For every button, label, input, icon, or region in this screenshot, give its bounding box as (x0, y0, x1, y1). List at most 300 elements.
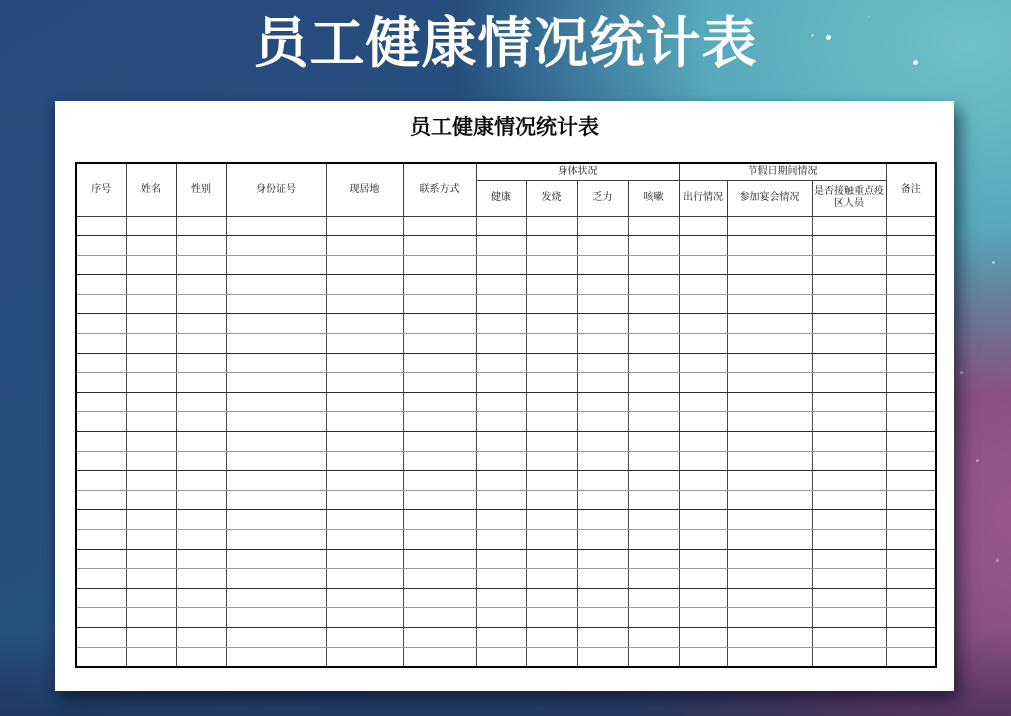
table-cell (476, 334, 526, 354)
table-cell (577, 627, 628, 647)
table-cell (628, 412, 679, 432)
table-cell (812, 471, 886, 491)
table-cell (76, 608, 126, 628)
table-cell (679, 588, 727, 608)
table-cell (403, 373, 476, 393)
table-cell (577, 608, 628, 628)
table-cell (76, 432, 126, 452)
column-header-healthy: 健康 (476, 180, 526, 216)
table-cell (403, 294, 476, 314)
table-cell (628, 432, 679, 452)
table-cell (326, 392, 403, 412)
table-cell (628, 588, 679, 608)
table-cell (577, 216, 628, 236)
table-cell (526, 412, 577, 432)
table-cell (176, 334, 226, 354)
table-cell (476, 412, 526, 432)
table-row (76, 549, 936, 569)
table-cell (886, 608, 936, 628)
table-cell (76, 353, 126, 373)
table-cell (126, 569, 176, 589)
table-cell (403, 236, 476, 256)
table-cell (727, 334, 812, 354)
table-cell (679, 490, 727, 510)
table-cell (176, 236, 226, 256)
table-cell (76, 510, 126, 530)
table-row (76, 314, 936, 334)
table-cell (326, 236, 403, 256)
table-cell (727, 216, 812, 236)
table-cell (679, 530, 727, 550)
table-cell (886, 432, 936, 452)
header-group-row (76, 163, 936, 180)
table-cell (326, 255, 403, 275)
table-cell (176, 275, 226, 295)
table-cell (326, 334, 403, 354)
table-cell (326, 294, 403, 314)
table-cell (476, 255, 526, 275)
table-cell (886, 353, 936, 373)
table-cell (126, 255, 176, 275)
table-cell (628, 647, 679, 667)
table-cell (727, 451, 812, 471)
table-cell (476, 510, 526, 530)
table-cell (176, 314, 226, 334)
table-cell (176, 373, 226, 393)
table-cell (812, 490, 886, 510)
table-cell (403, 275, 476, 295)
table-cell (812, 392, 886, 412)
table-cell (886, 530, 936, 550)
table-cell (476, 275, 526, 295)
table-cell (126, 490, 176, 510)
table-cell (628, 392, 679, 412)
table-cell (886, 549, 936, 569)
table-cell (76, 627, 126, 647)
table-cell (226, 294, 326, 314)
table-cell (577, 451, 628, 471)
table-row (76, 608, 936, 628)
table-cell (577, 255, 628, 275)
table-cell (577, 334, 628, 354)
table-cell (126, 392, 176, 412)
table-cell (226, 510, 326, 530)
table-cell (886, 569, 936, 589)
health-table (75, 162, 937, 668)
table-cell (679, 392, 727, 412)
table-cell (126, 236, 176, 256)
table-cell (76, 412, 126, 432)
table-cell (679, 334, 727, 354)
table-cell (577, 236, 628, 256)
table-cell (403, 392, 476, 412)
table-cell (326, 627, 403, 647)
table-cell (577, 647, 628, 667)
table-cell (126, 451, 176, 471)
table-cell (577, 471, 628, 491)
table-cell (176, 353, 226, 373)
table-cell (679, 549, 727, 569)
table-cell (628, 627, 679, 647)
column-header-cough: 咳嗽 (628, 180, 679, 216)
table-cell (76, 451, 126, 471)
table-cell (403, 334, 476, 354)
table-cell (526, 490, 577, 510)
table-cell (812, 412, 886, 432)
table-cell (403, 412, 476, 432)
column-header-serial-number: 序号 (76, 163, 126, 216)
table-row (76, 294, 936, 314)
table-cell (727, 530, 812, 550)
table-cell (628, 275, 679, 295)
table-cell (727, 608, 812, 628)
table-cell (326, 490, 403, 510)
table-cell (812, 432, 886, 452)
table-cell (326, 353, 403, 373)
table-cell (126, 432, 176, 452)
table-cell (76, 216, 126, 236)
table-cell (126, 314, 176, 334)
table-cell (577, 314, 628, 334)
table-cell (886, 490, 936, 510)
table-cell (628, 569, 679, 589)
table-cell (403, 530, 476, 550)
table-cell (403, 627, 476, 647)
table-row (76, 530, 936, 550)
table-cell (126, 608, 176, 628)
table-cell (226, 530, 326, 550)
table-cell (727, 549, 812, 569)
table-cell (679, 510, 727, 530)
table-cell (628, 334, 679, 354)
table-cell (679, 314, 727, 334)
table-cell (886, 451, 936, 471)
table-cell (628, 353, 679, 373)
table-cell (727, 510, 812, 530)
table-cell (126, 334, 176, 354)
table-cell (476, 530, 526, 550)
table-cell (326, 510, 403, 530)
table-cell (326, 647, 403, 667)
table-cell (628, 549, 679, 569)
table-cell (526, 255, 577, 275)
table-cell (577, 569, 628, 589)
star-decoration (992, 261, 995, 264)
table-cell (526, 275, 577, 295)
table-cell (476, 236, 526, 256)
table-cell (326, 216, 403, 236)
table-cell (628, 255, 679, 275)
table-cell (326, 530, 403, 550)
table-cell (526, 294, 577, 314)
table-cell (886, 627, 936, 647)
table-row (76, 627, 936, 647)
table-row (76, 334, 936, 354)
table-cell (526, 647, 577, 667)
table-cell (176, 392, 226, 412)
column-header-fatigue: 乏力 (577, 180, 628, 216)
table-cell (126, 588, 176, 608)
column-header-contact: 联系方式 (403, 163, 476, 216)
table-row (76, 451, 936, 471)
table-cell (126, 530, 176, 550)
table-cell (403, 588, 476, 608)
table-cell (886, 255, 936, 275)
table-cell (476, 392, 526, 412)
table-cell (226, 216, 326, 236)
table-cell (126, 294, 176, 314)
table-row (76, 373, 936, 393)
table-cell (577, 392, 628, 412)
table-cell (526, 627, 577, 647)
table-cell (628, 314, 679, 334)
table-cell (126, 627, 176, 647)
table-cell (679, 569, 727, 589)
table-row (76, 510, 936, 530)
column-header-epidemic-contact: 是否接触重点疫区人员 (812, 180, 886, 216)
table-cell (812, 549, 886, 569)
table-cell (76, 236, 126, 256)
table-cell (76, 647, 126, 667)
table-row (76, 275, 936, 295)
table-cell (76, 275, 126, 295)
table-cell (76, 530, 126, 550)
table-cell (679, 627, 727, 647)
table-row (76, 647, 936, 667)
table-cell (76, 294, 126, 314)
table-cell (886, 392, 936, 412)
table-cell (403, 471, 476, 491)
table-cell (577, 294, 628, 314)
table-cell (812, 255, 886, 275)
table-cell (226, 432, 326, 452)
table-cell (628, 490, 679, 510)
table-cell (176, 530, 226, 550)
table-cell (886, 510, 936, 530)
table-cell (403, 255, 476, 275)
table-cell (812, 373, 886, 393)
table-cell (226, 353, 326, 373)
table-cell (812, 530, 886, 550)
table-cell (476, 569, 526, 589)
table-cell (886, 334, 936, 354)
table-cell (226, 451, 326, 471)
table-cell (403, 353, 476, 373)
table-cell (403, 569, 476, 589)
table-cell (577, 373, 628, 393)
table-cell (727, 627, 812, 647)
table-cell (526, 451, 577, 471)
star-decoration (960, 371, 963, 374)
table-cell (226, 236, 326, 256)
table-cell (403, 451, 476, 471)
table-cell (628, 373, 679, 393)
table-cell (476, 373, 526, 393)
table-cell (226, 627, 326, 647)
table-cell (476, 432, 526, 452)
table-cell (628, 510, 679, 530)
table-cell (727, 275, 812, 295)
table-cell (628, 451, 679, 471)
table-cell (727, 432, 812, 452)
table-row (76, 392, 936, 412)
table-cell (403, 490, 476, 510)
table-cell (727, 490, 812, 510)
table-cell (679, 275, 727, 295)
table-cell (226, 647, 326, 667)
table-cell (476, 216, 526, 236)
table-cell (727, 236, 812, 256)
table-cell (886, 275, 936, 295)
table-cell (628, 216, 679, 236)
table-cell (403, 608, 476, 628)
table-cell (226, 255, 326, 275)
table-cell (577, 412, 628, 432)
column-header-travel-status: 出行情况 (679, 180, 727, 216)
table-cell (176, 255, 226, 275)
table-cell (76, 314, 126, 334)
table-cell (403, 432, 476, 452)
table-row (76, 588, 936, 608)
group-header-physical-condition: 身体状况 (476, 163, 679, 180)
table-cell (126, 510, 176, 530)
table-cell (476, 294, 526, 314)
table-cell (727, 294, 812, 314)
table-cell (76, 334, 126, 354)
table-cell (526, 373, 577, 393)
table-cell (526, 236, 577, 256)
table-cell (577, 549, 628, 569)
group-header-holiday-period: 节假日期间情况 (679, 163, 886, 180)
table-cell (727, 314, 812, 334)
table-cell (226, 549, 326, 569)
table-cell (577, 510, 628, 530)
table-cell (577, 275, 628, 295)
table-cell (812, 627, 886, 647)
table-cell (126, 471, 176, 491)
table-cell (226, 588, 326, 608)
table-cell (526, 510, 577, 530)
table-cell (176, 432, 226, 452)
table-cell (476, 471, 526, 491)
table-cell (812, 451, 886, 471)
table-cell (476, 353, 526, 373)
table-cell (326, 549, 403, 569)
table-cell (679, 294, 727, 314)
table-row (76, 471, 936, 491)
star-decoration (996, 559, 999, 562)
table-cell (226, 392, 326, 412)
table-cell (679, 608, 727, 628)
table-cell (526, 334, 577, 354)
table-cell (126, 647, 176, 667)
table-cell (577, 530, 628, 550)
table-cell (403, 314, 476, 334)
table-cell (679, 255, 727, 275)
table-cell (526, 392, 577, 412)
table-cell (403, 510, 476, 530)
table-cell (226, 569, 326, 589)
table-cell (526, 530, 577, 550)
table-cell (176, 627, 226, 647)
table-cell (326, 373, 403, 393)
table-cell (812, 647, 886, 667)
table-cell (628, 236, 679, 256)
table-cell (628, 294, 679, 314)
table-cell (886, 236, 936, 256)
table-row (76, 353, 936, 373)
table-cell (526, 608, 577, 628)
star-decoration (976, 459, 979, 462)
table-cell (76, 392, 126, 412)
table-cell (76, 569, 126, 589)
table-cell (176, 588, 226, 608)
table-cell (886, 471, 936, 491)
table-cell (176, 647, 226, 667)
table-cell (679, 432, 727, 452)
table-cell (176, 471, 226, 491)
table-cell (886, 314, 936, 334)
table-cell (226, 373, 326, 393)
table-cell (226, 275, 326, 295)
table-cell (226, 608, 326, 628)
table-cell (326, 412, 403, 432)
table-header (76, 163, 936, 216)
table-cell (526, 314, 577, 334)
table-cell (476, 451, 526, 471)
table-cell (403, 216, 476, 236)
table-cell (176, 549, 226, 569)
table-cell (326, 569, 403, 589)
table-cell (176, 608, 226, 628)
table-cell (326, 608, 403, 628)
table-cell (226, 334, 326, 354)
table-cell (679, 216, 727, 236)
table-cell (679, 647, 727, 667)
document-page (55, 101, 954, 691)
table-cell (76, 549, 126, 569)
table-cell (679, 236, 727, 256)
table-cell (76, 255, 126, 275)
table-cell (526, 432, 577, 452)
table-cell (403, 549, 476, 569)
table-cell (727, 471, 812, 491)
table-cell (326, 588, 403, 608)
table-cell (226, 412, 326, 432)
table-cell (577, 432, 628, 452)
table-cell (679, 412, 727, 432)
table-cell (476, 549, 526, 569)
table-row (76, 412, 936, 432)
column-header-id-number: 身份证号 (226, 163, 326, 216)
table-cell (727, 392, 812, 412)
table-cell (76, 490, 126, 510)
table-cell (812, 334, 886, 354)
table-cell (176, 490, 226, 510)
table-cell (727, 353, 812, 373)
table-cell (577, 353, 628, 373)
table-cell (886, 373, 936, 393)
table-cell (176, 510, 226, 530)
table-cell (76, 373, 126, 393)
table-cell (226, 471, 326, 491)
table-cell (628, 471, 679, 491)
page-title: 员工健康情况统计表 (410, 116, 599, 139)
table-cell (126, 373, 176, 393)
table-row (76, 569, 936, 589)
table-row (76, 432, 936, 452)
table-cell (526, 471, 577, 491)
